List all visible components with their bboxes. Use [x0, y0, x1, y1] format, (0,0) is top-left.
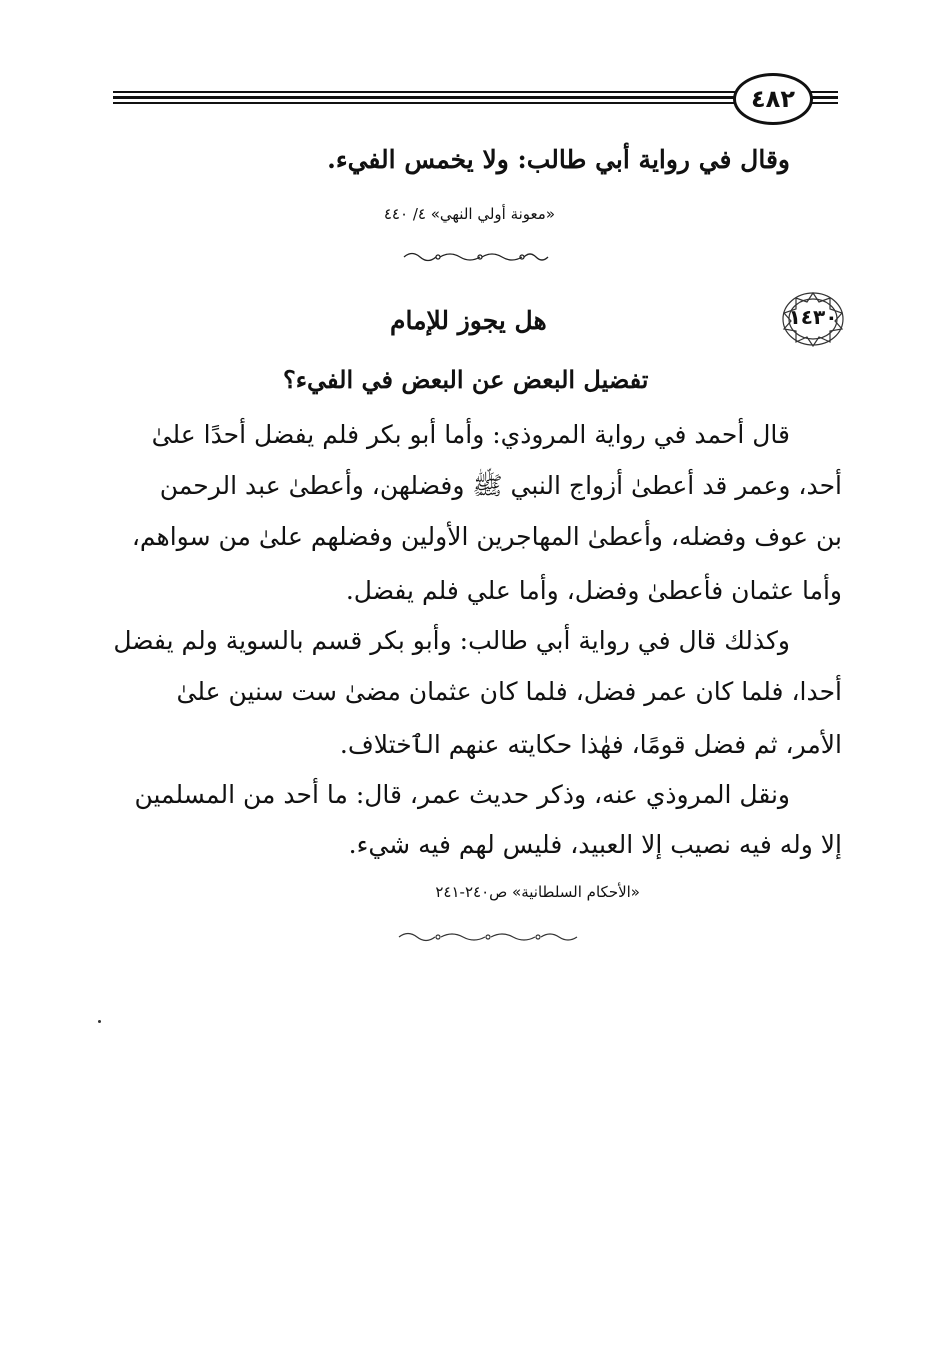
- body-line: ونقل المروذي عنه، وذكر حديث عمر، قال: ما أحد من المسلمين: [134, 780, 790, 809]
- header-rule: [113, 91, 735, 93]
- body-line: وأما عثمان فأعطىٰ وفضل، وأما علي فلم يفضل.: [345, 576, 842, 605]
- body-line: وكذلك قال في رواية أبي طالب: وأبو بكر قسم بالسوية ولم يفضل: [113, 626, 790, 655]
- entry-source: «الأحكام السلطانية» ص٢٤٠-٢٤١: [435, 883, 640, 901]
- entry-title-line1: هل يجوز للإمام: [390, 306, 547, 335]
- header-rule: [113, 96, 735, 99]
- ornament-divider: [400, 250, 552, 264]
- body-line: قال أحمد في رواية المروذي: وأما أبو بكر فلم يفضل أحدًا علىٰ: [151, 420, 790, 449]
- body-line: إلا وله فيه نصيب إلا العبيد، فليس لهم فيه شيء.: [348, 830, 842, 859]
- page-number-badge: [733, 73, 813, 125]
- entry-number: ١٤٣٠: [788, 305, 838, 329]
- ornament-divider: [395, 930, 580, 944]
- quote-text: وقال في رواية أبي طالب: ولا يخمس الفيء.: [327, 145, 790, 174]
- body-line: أحدا، فلما كان عمر فضل، فلما كان عثمان مضىٰ ست سنين علىٰ: [176, 677, 842, 706]
- header-rule: [113, 102, 735, 104]
- body-line: الأمر، ثم فضل قومًا، فهٰذا حكايته عنهم الٱختلاف.: [339, 730, 842, 759]
- body-line: بن عوف وفضله، وأعطىٰ المهاجرين الأولين وفضلهم علىٰ من سواهم،: [131, 522, 842, 551]
- speck: [98, 1020, 101, 1023]
- body-line: أحد، وعمر قد أعطىٰ أزواج النبي ﷺ وفضلهن، وأعطىٰ عبد الرحمن: [159, 471, 842, 500]
- page-number: ٤٨٢: [751, 85, 795, 113]
- entry-title-line2: تفضيل البعض عن البعض في الفيء؟: [283, 365, 649, 394]
- entry-number-badge: [778, 290, 848, 348]
- quote-source: «معونة أولي النهي» ٤/ ٤٤٠: [383, 205, 555, 223]
- header-rule-right: [808, 91, 838, 93]
